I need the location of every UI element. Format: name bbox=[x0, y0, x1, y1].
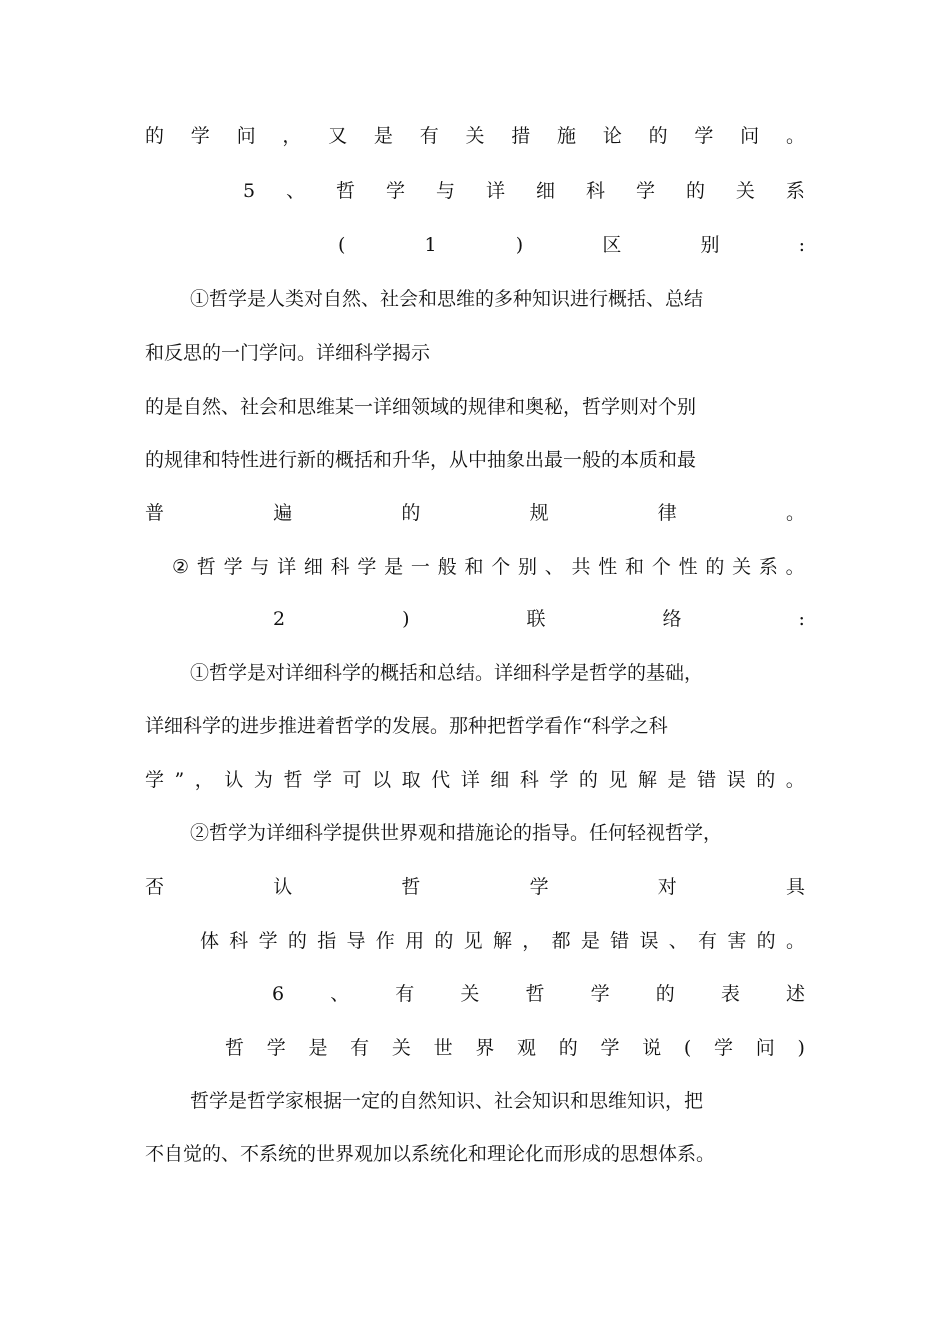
line-20: 不自觉的、不系统的世界观加以系统化和理论化而形成的思想体系。 bbox=[145, 1143, 716, 1165]
glyph: 有 bbox=[395, 983, 415, 1005]
glyph: ② bbox=[172, 556, 190, 578]
glyph: 。 bbox=[785, 930, 805, 952]
glyph: 关 bbox=[465, 125, 485, 147]
glyph: 否 bbox=[145, 876, 165, 898]
glyph: ， bbox=[282, 125, 302, 147]
glyph: ( bbox=[683, 1037, 692, 1059]
glyph: 有 bbox=[350, 1037, 370, 1059]
glyph: 详 bbox=[486, 180, 506, 202]
glyph: 是 bbox=[384, 556, 404, 578]
glyph: 、 bbox=[286, 180, 306, 202]
glyph: 系 bbox=[758, 556, 778, 578]
glyph: 错 bbox=[610, 930, 630, 952]
line-15 bbox=[145, 874, 805, 900]
glyph: ” bbox=[174, 769, 185, 791]
glyph: 、 bbox=[544, 556, 564, 578]
glyph: 规 bbox=[529, 502, 549, 524]
glyph: 认 bbox=[273, 876, 293, 898]
glyph: 哲 bbox=[283, 769, 303, 791]
glyph: 、 bbox=[668, 930, 688, 952]
glyph: 科 bbox=[330, 556, 350, 578]
line-09 bbox=[172, 554, 805, 580]
line-07: 的规律和特性进行新的概括和升华，从中抽象出最一般的本质和最 bbox=[145, 449, 697, 471]
glyph: 与 bbox=[250, 556, 270, 578]
glyph: ( bbox=[338, 234, 346, 256]
glyph: 学 bbox=[600, 1037, 620, 1059]
glyph: 一 bbox=[410, 556, 430, 578]
line-03 bbox=[338, 232, 805, 258]
glyph: 别 bbox=[700, 234, 720, 256]
glyph: 表 bbox=[720, 983, 740, 1005]
glyph: 的 bbox=[756, 769, 776, 791]
line-16 bbox=[200, 928, 805, 954]
glyph: 问 bbox=[755, 1037, 775, 1059]
glyph: 的 bbox=[287, 930, 307, 952]
glyph: 的 bbox=[145, 125, 165, 147]
glyph: 问 bbox=[236, 125, 256, 147]
glyph: 作 bbox=[375, 930, 395, 952]
glyph: ， bbox=[194, 769, 214, 791]
glyph: 关 bbox=[391, 1037, 411, 1059]
line-14: ②哲学为详细科学提供世界观和措施论的指导。任何轻视哲学， bbox=[190, 822, 723, 844]
glyph: ) bbox=[515, 234, 524, 256]
glyph: : bbox=[798, 608, 805, 630]
glyph: 的 bbox=[558, 1037, 578, 1059]
glyph: 是 bbox=[308, 1037, 328, 1059]
glyph: 科 bbox=[585, 180, 605, 202]
glyph: 6 bbox=[272, 983, 285, 1005]
glyph: 具 bbox=[785, 876, 805, 898]
glyph: 体 bbox=[200, 930, 220, 952]
glyph: 的 bbox=[685, 180, 705, 202]
glyph: 。 bbox=[785, 125, 805, 147]
glyph: 与 bbox=[436, 180, 456, 202]
glyph: 5 bbox=[243, 180, 256, 202]
line-13 bbox=[145, 767, 805, 793]
glyph: 的 bbox=[756, 930, 776, 952]
glyph: 学 bbox=[529, 876, 549, 898]
glyph: 的 bbox=[655, 983, 675, 1005]
line-18 bbox=[225, 1035, 805, 1061]
glyph: 1 bbox=[424, 234, 437, 256]
glyph: 细 bbox=[490, 769, 510, 791]
glyph: 2 bbox=[273, 608, 286, 630]
glyph: 共 bbox=[571, 556, 591, 578]
glyph: 科 bbox=[229, 930, 249, 952]
glyph: 是 bbox=[373, 125, 393, 147]
glyph: 述 bbox=[785, 983, 805, 1005]
glyph: 解 bbox=[638, 769, 658, 791]
glyph: 导 bbox=[346, 930, 366, 952]
glyph: 性 bbox=[598, 556, 618, 578]
glyph: 错 bbox=[697, 769, 717, 791]
glyph: 学 bbox=[590, 983, 610, 1005]
glyph: 细 bbox=[535, 180, 555, 202]
glyph: 别 bbox=[517, 556, 537, 578]
glyph: 误 bbox=[639, 930, 659, 952]
glyph: 关 bbox=[460, 983, 480, 1005]
glyph: 联 bbox=[526, 608, 546, 630]
glyph: 般 bbox=[437, 556, 457, 578]
glyph: 学 bbox=[258, 930, 278, 952]
glyph: 有 bbox=[698, 930, 718, 952]
line-10 bbox=[273, 606, 805, 632]
glyph: 施 bbox=[557, 125, 577, 147]
glyph: 性 bbox=[678, 556, 698, 578]
glyph: 学 bbox=[635, 180, 655, 202]
glyph: 代 bbox=[431, 769, 451, 791]
glyph: 学 bbox=[145, 769, 165, 791]
glyph: 律 bbox=[657, 502, 677, 524]
glyph: ， bbox=[522, 930, 542, 952]
glyph: 络 bbox=[662, 608, 682, 630]
glyph: 和 bbox=[625, 556, 645, 578]
line-05: 和反思的一门学问。详细科学揭示 bbox=[145, 342, 431, 364]
glyph: 细 bbox=[303, 556, 323, 578]
glyph: ) bbox=[797, 1037, 805, 1059]
line-12: 详细科学的进步推进着哲学的发展。那种把哲学看作“科学之科 bbox=[145, 715, 668, 737]
glyph: 以 bbox=[372, 769, 392, 791]
glyph: 科 bbox=[519, 769, 539, 791]
glyph: 的 bbox=[705, 556, 725, 578]
glyph: 学 bbox=[694, 125, 714, 147]
glyph: 学 bbox=[386, 180, 406, 202]
line-06: 的是自然、社会和思维某一详细领域的规律和奥秘，哲学则对个别 bbox=[145, 396, 697, 418]
glyph: 见 bbox=[463, 930, 483, 952]
line-08 bbox=[145, 500, 805, 526]
glyph: 学 bbox=[312, 769, 332, 791]
glyph: 哲 bbox=[525, 983, 545, 1005]
glyph: 关 bbox=[735, 180, 755, 202]
glyph: 遍 bbox=[273, 502, 293, 524]
glyph: 详 bbox=[460, 769, 480, 791]
glyph: 。 bbox=[785, 502, 805, 524]
line-19: 哲学是哲学家根据一定的自然知识、社会知识和思维知识，把 bbox=[190, 1090, 704, 1112]
glyph: 的 bbox=[434, 930, 454, 952]
glyph: 学 bbox=[714, 1037, 734, 1059]
glyph: 世 bbox=[433, 1037, 453, 1059]
line-17 bbox=[272, 981, 805, 1007]
glyph: 的 bbox=[578, 769, 598, 791]
glyph: 哲 bbox=[196, 556, 216, 578]
glyph: 普 bbox=[145, 502, 165, 524]
glyph: 和 bbox=[464, 556, 484, 578]
glyph: 、 bbox=[330, 983, 350, 1005]
glyph: 说 bbox=[642, 1037, 662, 1059]
glyph: 哲 bbox=[336, 180, 356, 202]
glyph: 个 bbox=[491, 556, 511, 578]
glyph: 的 bbox=[648, 125, 668, 147]
glyph: ) bbox=[402, 608, 410, 630]
line-02 bbox=[243, 178, 805, 204]
glyph: 学 bbox=[549, 769, 569, 791]
glyph: 详 bbox=[277, 556, 297, 578]
glyph: 关 bbox=[732, 556, 752, 578]
glyph: 学 bbox=[223, 556, 243, 578]
glyph: 是 bbox=[667, 769, 687, 791]
glyph: 观 bbox=[517, 1037, 537, 1059]
glyph: 都 bbox=[551, 930, 571, 952]
glyph: 学 bbox=[357, 556, 377, 578]
glyph: 措 bbox=[511, 125, 531, 147]
glyph: 的 bbox=[401, 502, 421, 524]
glyph: 哲 bbox=[401, 876, 421, 898]
glyph: 害 bbox=[727, 930, 747, 952]
glyph: 区 bbox=[602, 234, 622, 256]
glyph: 论 bbox=[602, 125, 622, 147]
glyph: 可 bbox=[342, 769, 362, 791]
glyph: 哲 bbox=[225, 1037, 245, 1059]
glyph: 界 bbox=[475, 1037, 495, 1059]
glyph: 是 bbox=[580, 930, 600, 952]
glyph: 学 bbox=[266, 1037, 286, 1059]
glyph: 系 bbox=[785, 180, 805, 202]
glyph: : bbox=[798, 234, 805, 256]
glyph: 又 bbox=[328, 125, 348, 147]
glyph: 有 bbox=[419, 125, 439, 147]
glyph: 对 bbox=[657, 876, 677, 898]
glyph: 见 bbox=[608, 769, 628, 791]
glyph: 用 bbox=[405, 930, 425, 952]
line-01 bbox=[145, 123, 805, 149]
glyph: 学 bbox=[190, 125, 210, 147]
line-11: ①哲学是对详细科学的概括和总结。详细科学是哲学的基础， bbox=[190, 662, 704, 684]
glyph: 。 bbox=[785, 556, 805, 578]
glyph: 解 bbox=[492, 930, 512, 952]
glyph: 问 bbox=[740, 125, 760, 147]
line-04: ①哲学是人类对自然、社会和思维的多种知识进行概括、总结 bbox=[190, 288, 704, 310]
glyph: 认 bbox=[224, 769, 244, 791]
glyph: 个 bbox=[651, 556, 671, 578]
glyph: 误 bbox=[726, 769, 746, 791]
glyph: 。 bbox=[785, 769, 805, 791]
glyph: 取 bbox=[401, 769, 421, 791]
glyph: 指 bbox=[317, 930, 337, 952]
glyph: 为 bbox=[253, 769, 273, 791]
